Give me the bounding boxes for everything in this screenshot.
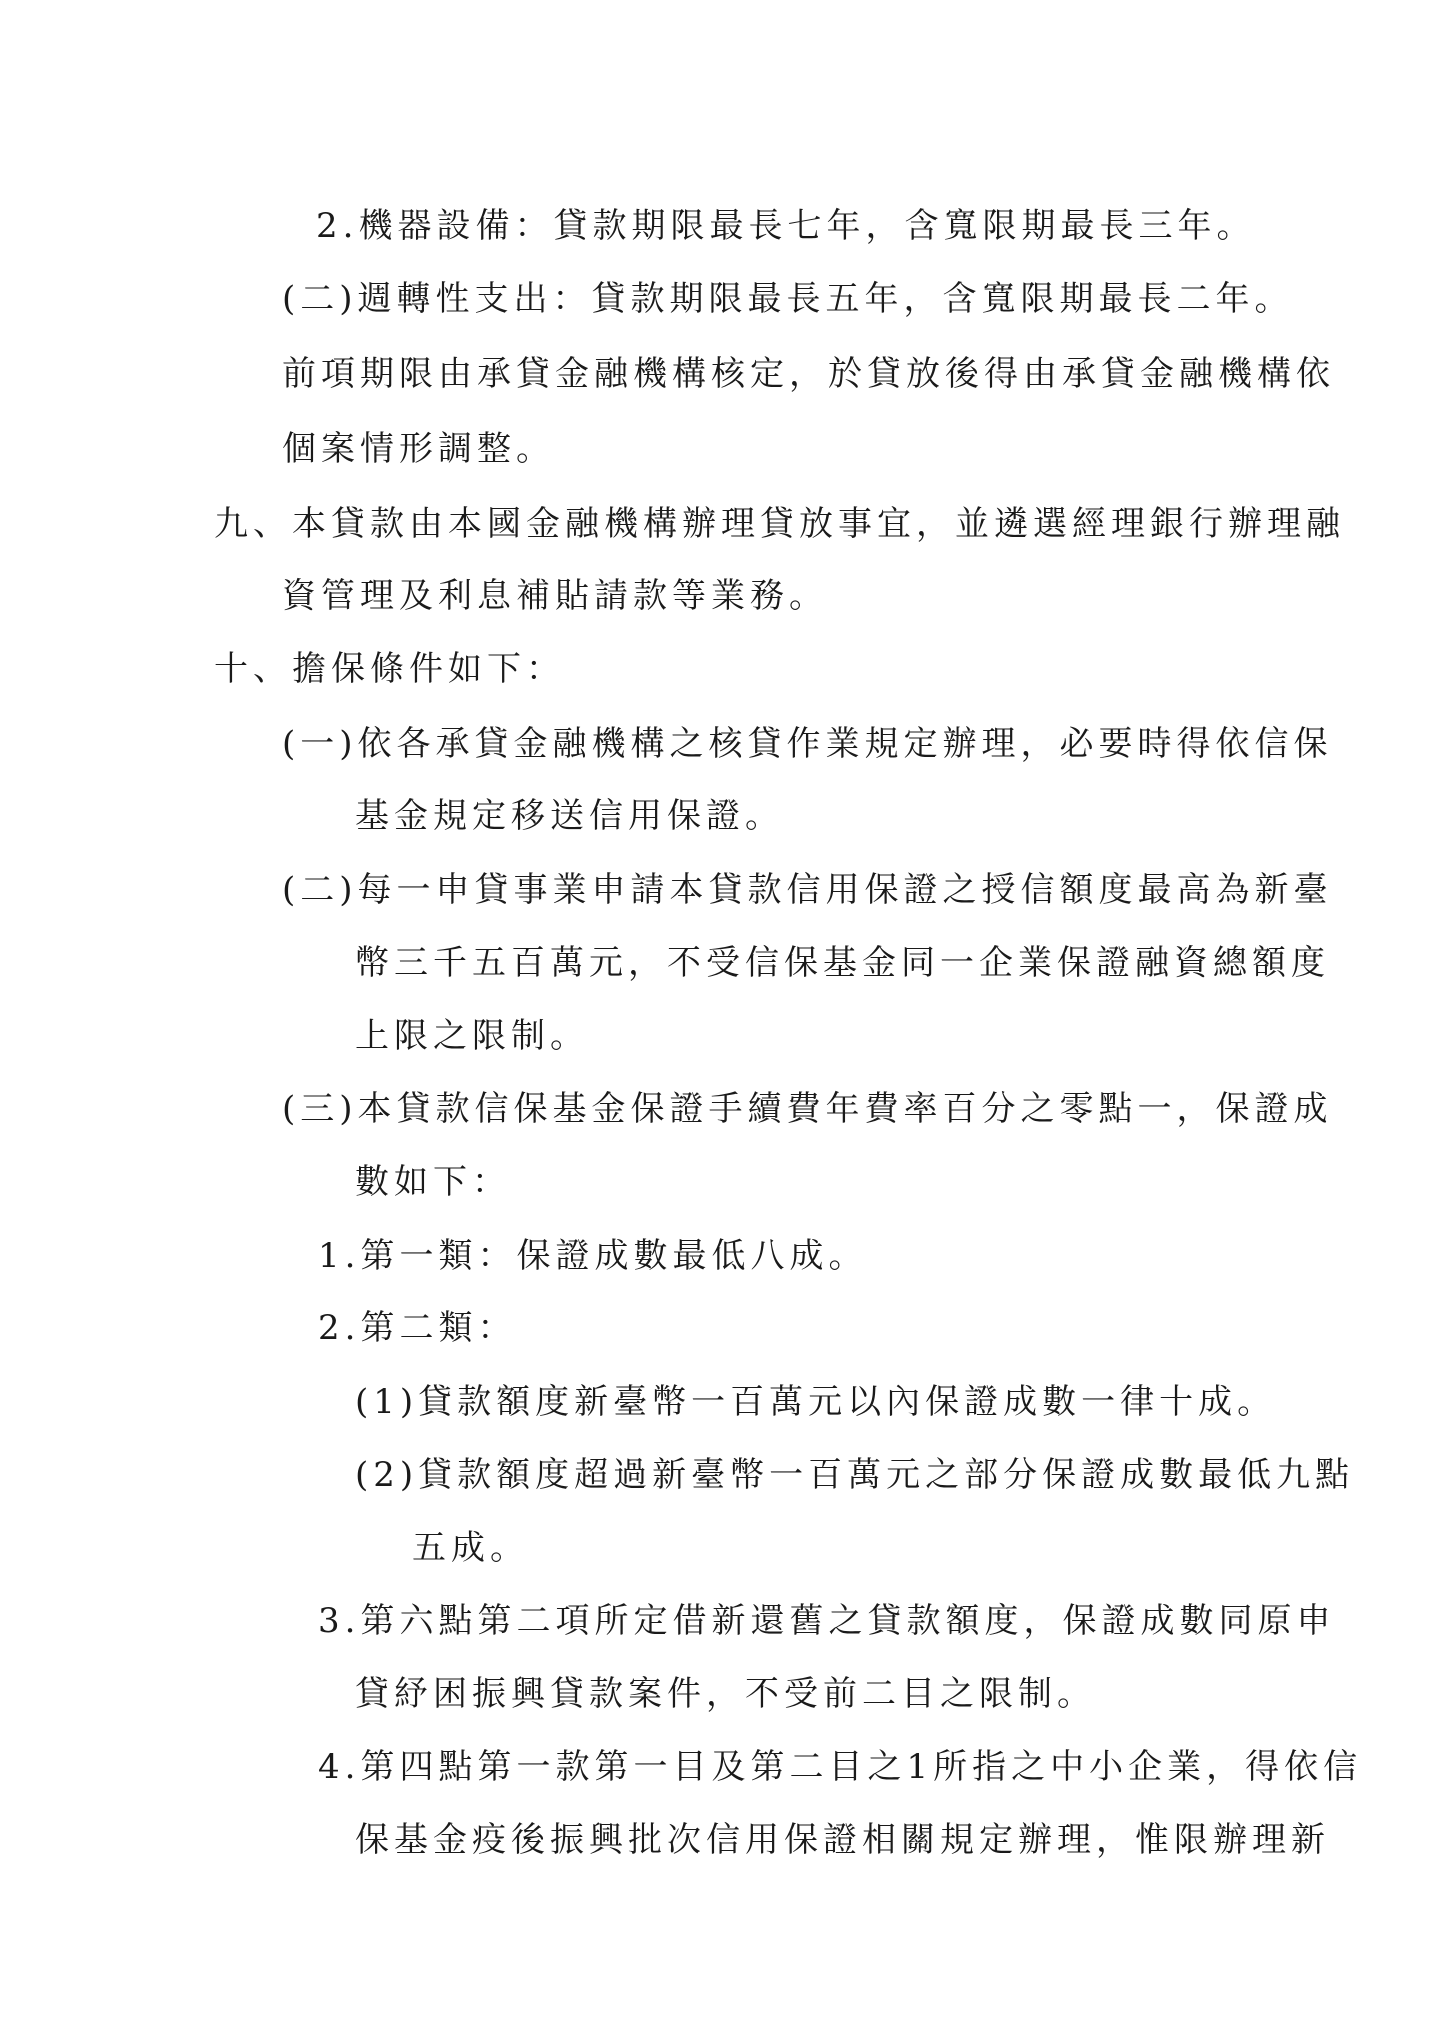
text-line: 上限之限制。 — [355, 1016, 589, 1056]
text-line: 五成。 — [412, 1528, 529, 1568]
text-line: (二)每一申貸事業申請本貸款信用保證之授信額度最高為新臺 — [282, 870, 1333, 910]
text-line: 基金規定移送信用保證。 — [355, 796, 784, 836]
text-line: (一)依各承貸金融機構之核貸作業規定辦理，必要時得依信保 — [282, 724, 1333, 764]
text-line: (二)週轉性支出：貸款期限最長五年，含寬限期最長二年。 — [282, 279, 1294, 319]
text-line: 貸紓困振興貸款案件，不受前二目之限制。 — [355, 1674, 1096, 1714]
text-line: 前項期限由承貸金融機構核定，於貸放後得由承貸金融機構依 — [282, 354, 1335, 394]
text-line: (2)貸款額度超過新臺幣一百萬元之部分保證成數最低九點 — [355, 1455, 1355, 1495]
text-line: 資管理及利息補貼請款等業務。 — [282, 576, 828, 616]
text-line: 幣三千五百萬元，不受信保基金同一企業保證融資總額度 — [355, 943, 1330, 983]
text-line: 保基金疫後振興批次信用保證相關規定辦理，惟限辦理新 — [355, 1820, 1330, 1860]
text-line: 1.第一類：保證成數最低八成。 — [318, 1236, 868, 1276]
text-line: (三)本貸款信保基金保證手續費年費率百分之零點一，保證成 — [282, 1089, 1333, 1129]
text-line: 十、擔保條件如下： — [214, 649, 565, 689]
text-line: 個案情形調整。 — [282, 429, 555, 469]
text-line: 數如下： — [355, 1162, 511, 1202]
text-line: (1)貸款額度新臺幣一百萬元以內保證成數一律十成。 — [355, 1382, 1277, 1422]
text-line: 2.機器設備：貸款期限最長七年，含寬限期最長三年。 — [316, 206, 1256, 246]
text-line: 4.第四點第一款第一目及第二目之1所指之中小企業，得依信 — [318, 1747, 1363, 1787]
text-line: 九、本貸款由本國金融機構辦理貸放事宜，並遴選經理銀行辦理融 — [214, 504, 1345, 544]
text-line: 2.第二類： — [318, 1308, 517, 1348]
text-line: 3.第六點第二項所定借新還舊之貸款額度，保證成數同原申 — [318, 1601, 1336, 1641]
